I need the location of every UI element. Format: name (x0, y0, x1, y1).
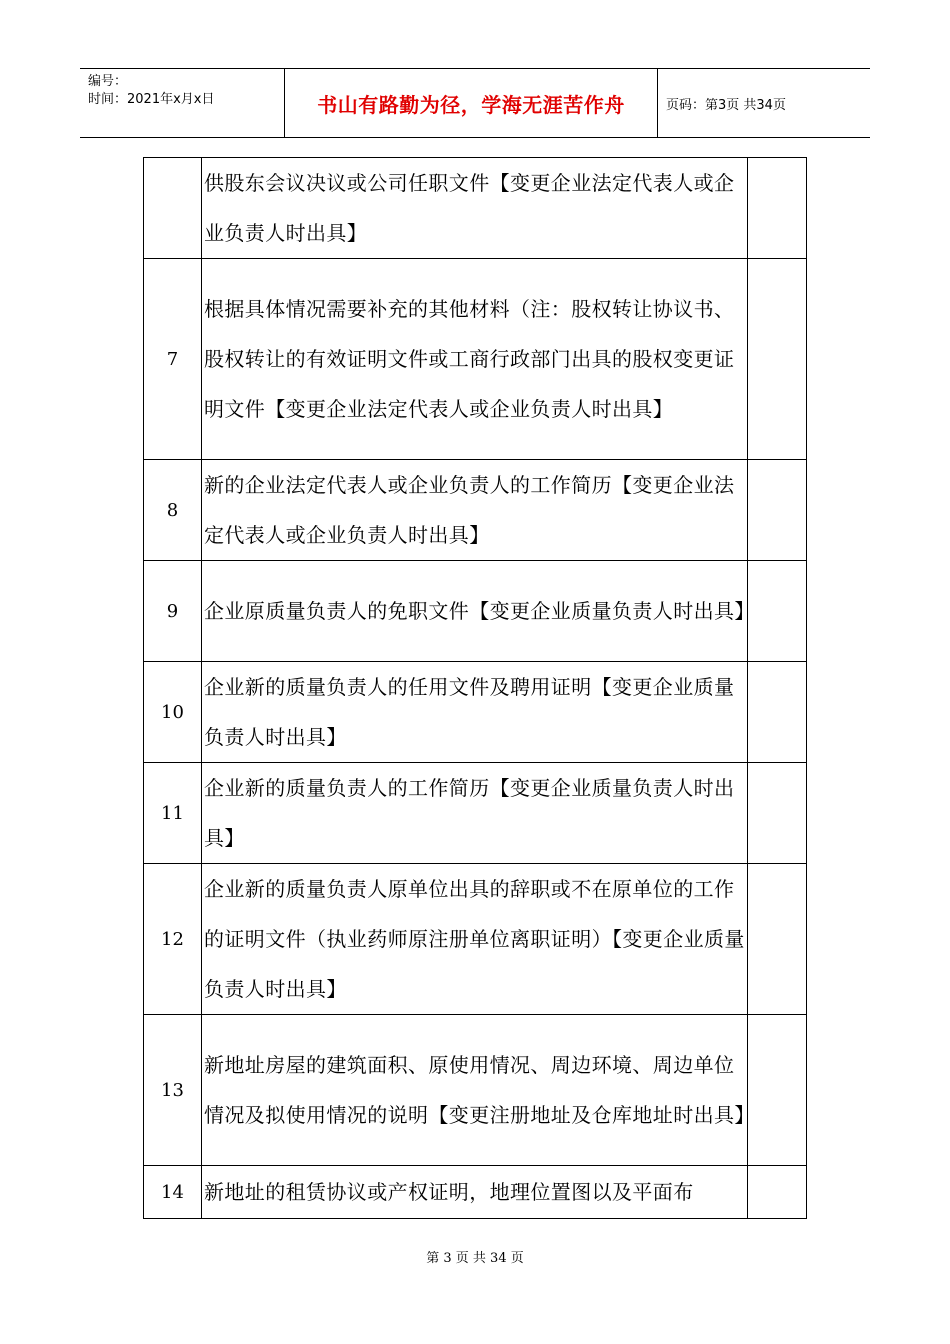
number-label: 编号： (88, 74, 128, 89)
row-check-cell (748, 763, 807, 864)
table-row (144, 460, 807, 561)
row-check-cell (748, 864, 807, 1015)
row-description (202, 460, 748, 561)
header-motto: 书山有路勤为径，学海无涯苦作舟 (317, 92, 625, 117)
row-check-cell (748, 259, 807, 460)
row-check-cell (748, 158, 807, 259)
row-description-text: 新地址房屋的建筑面积、原使用情况、周边环境、周边单位情况及拟使用情况的说明【变更注册地址及仓库地址时出具】 (204, 1053, 755, 1127)
row-description (202, 662, 748, 763)
row-description-text: 企业新的质量负责人原单位出具的辞职或不在原单位的工作的证明文件（执业药师原注册单位离职证明）【变更企业质量负责人时出具】 (204, 877, 745, 1001)
table-row (144, 561, 807, 662)
table-row (144, 864, 807, 1015)
row-check-cell (748, 1166, 807, 1219)
table-row (144, 1015, 807, 1166)
time-label: 时间：2021年x月x日 (88, 92, 215, 107)
row-description (202, 1015, 755, 1166)
row-description (202, 561, 755, 662)
row-description (202, 259, 748, 460)
row-check-cell (748, 662, 807, 763)
row-check-cell (748, 1015, 807, 1166)
row-description-text: 企业新的质量负责人的任用文件及聘用证明【变更企业质量负责人时出具】 (204, 675, 735, 749)
page-header (80, 68, 870, 138)
table-row (144, 1166, 807, 1219)
row-number: 14 (144, 1166, 202, 1219)
row-check-cell (748, 561, 807, 662)
row-number: 10 (144, 662, 202, 763)
row-check-cell (748, 460, 807, 561)
row-number: 11 (144, 763, 202, 864)
row-description-text: 企业原质量负责人的免职文件【变更企业质量负责人时出具】 (204, 599, 755, 623)
row-description-text: 企业新的质量负责人的工作简历【变更企业质量负责人时出具】 (204, 776, 735, 850)
table-row (144, 662, 807, 763)
table-row (144, 763, 807, 864)
header-meta (80, 69, 284, 137)
table-row (144, 158, 807, 259)
page-footer: 第 3 页 共 34 页 (426, 1251, 524, 1266)
header-page-info: 页码：第3页 共34页 (666, 97, 786, 113)
row-number (144, 158, 202, 259)
row-description-text: 新的企业法定代表人或企业负责人的工作简历【变更企业法定代表人或企业负责人时出具】 (204, 473, 735, 547)
row-description-text: 根据具体情况需要补充的其他材料（注：股权转让协议书、股权转让的有效证明文件或工商行政部门出具的股权变更证明文件【变更企业法定代表人或企业负责人时出具】 (204, 297, 735, 421)
row-description (202, 1166, 748, 1219)
row-number: 12 (144, 864, 202, 1015)
materials-table (143, 157, 807, 1219)
header-motto-cell (284, 69, 658, 137)
row-description (202, 864, 748, 1015)
table-row (144, 259, 807, 460)
row-number: 13 (144, 1015, 202, 1166)
row-description-text: 新地址的租赁协议或产权证明，地理位置图以及平面布 (204, 1180, 694, 1204)
row-number: 8 (144, 460, 202, 561)
row-number: 9 (144, 561, 202, 662)
row-number: 7 (144, 259, 202, 460)
row-description-text: 供股东会议决议或公司任职文件【变更企业法定代表人或企业负责人时出具】 (204, 171, 735, 245)
row-description (202, 763, 748, 864)
row-description (202, 158, 748, 259)
